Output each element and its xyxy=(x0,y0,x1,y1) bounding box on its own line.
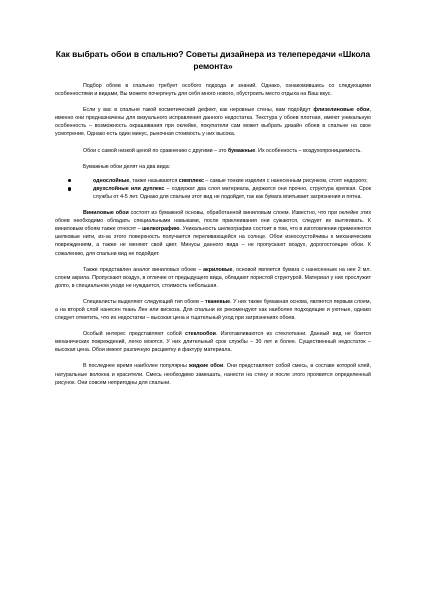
paragraph-liquid: В последнее время наиболее популярны жидкие обои. Они представляют собой смесь, в составе которой клей, натуральные волокна и красители. Смесь необходимо замешать, нанести на стену и после этого проявится определенный рисунок. Они совсем непригодны для спальни. xyxy=(55,363,371,386)
term-fliseline: флизелиновые обои xyxy=(313,107,370,114)
paragraph-fliseline: Если у вас в спальне такой косметический дефект, как неровные стены, вам подойдут флизелиновые обои, именно они предназначены для визуального исправления данного недостатка. Текстура у обоев плотная, имеют уникальную особенность – возможность окрашивания при оклейке, покупатели сам может выбрать дизайн обоев в спальне на свое усмотрение. Однако есть один минус, рыночная стоимость у них высока. xyxy=(55,107,372,138)
term-glass: стеклообои xyxy=(185,331,216,338)
term-textile: тканевые xyxy=(205,298,231,305)
paper-types-list xyxy=(55,177,371,201)
paragraph-glass: Особый интерес представляют собой стеклообои. Изготавливаются из стеклоткани. Данный вид не боится механических повреждений, легко моются. У них длительный срок службы – 30 лет и более. Существенный недостаток – высокая цена. Обои имеют различную расцветку и фактуру материала. xyxy=(55,331,371,354)
paragraph-acrylic: Также представлен аналог виниловых обоев – акриловые, основой является бумага с нанесенным на нее 2 мл. слоем акрила. Пропускают воздух, в отличие от предыдущего вида, обладают пористой структурой. Материал у них прослужит долго, в специальном уходе не нуждается, стоимость небольшая. xyxy=(55,266,371,289)
paragraph-paper: Обои с самой низкой ценой по сравнению с другими – это бумажные. Их особенность – воздухопроницаемость. xyxy=(83,147,362,154)
page-title: Как выбрать обои в спальню? Советы дизайнера из телепередачи «Школа ремонта» xyxy=(55,49,371,71)
term-paper: бумажные xyxy=(227,147,256,154)
bullet-icon xyxy=(68,179,71,182)
paragraph-textile: Специалисты выделяют следующий тип обоев – тканевые. У них также бумажная основа, является первым слоем, а на второй слой нанесен ткань Лен или вискоза. Для спальни их рекомендуют как наиболее подходящие и уютные, однако следует отметить, что их недостатки – высокая цена и тщательный уход при загрязнениях обоев. xyxy=(55,298,371,322)
term-vinyl: Виниловые обои xyxy=(83,210,129,217)
list-item: однослойные, также называются симплекс – самые тонкие изделия с нанесенным рисунком, стоят недорого; xyxy=(55,177,371,185)
bullet-icon xyxy=(68,187,71,190)
paragraph-vinyl: Виниловые обои состоят из бумажной основы, обработанной виниловым слоем. Известно, что при оклейке этих обоев необходимо обладать специальными навыками, после приклеивания они сужаются, следует их вытягивать. К виниловым обоям также относят – шелкографию. Уникальность шелкографии состоит в том, что в изготовлении применяются шелковые нити, из-за этого поверхность получается переливающейся на солнце. Обои износоустойчивы к механическим повреждениям, а также не меняют свой цвет. Минусы данного вида – не пропускают воздух, дорогостоящие обои. К сожалению, для спальни вид не подойдет. xyxy=(55,210,371,257)
paragraph-paper-types: Бумажные обои делят на два вида: xyxy=(83,163,171,170)
term-silkscreen: шелкографию xyxy=(142,226,180,233)
term-acrylic: акриловые xyxy=(203,266,233,273)
document-body xyxy=(55,49,371,387)
term-liquid: жидкие обои xyxy=(188,363,224,370)
paragraph-intro: Подбор обоев в спальню требует особого подхода и знаний. Однако, ознакомившись со следующими особенностями и видами, Вы можете почерпнуть для себя много нового, обустроить место отдыха на Ваш вкус. xyxy=(55,83,371,98)
list-item: двухслойные или дуплекс – содержат два слоя материала, держатся они прочно, структура крепкая. Срок службы от 4-5 лет. Однако для спальни этот вид не подойдет, так как бумага впитывает загрязнения и пятна. xyxy=(55,185,371,201)
